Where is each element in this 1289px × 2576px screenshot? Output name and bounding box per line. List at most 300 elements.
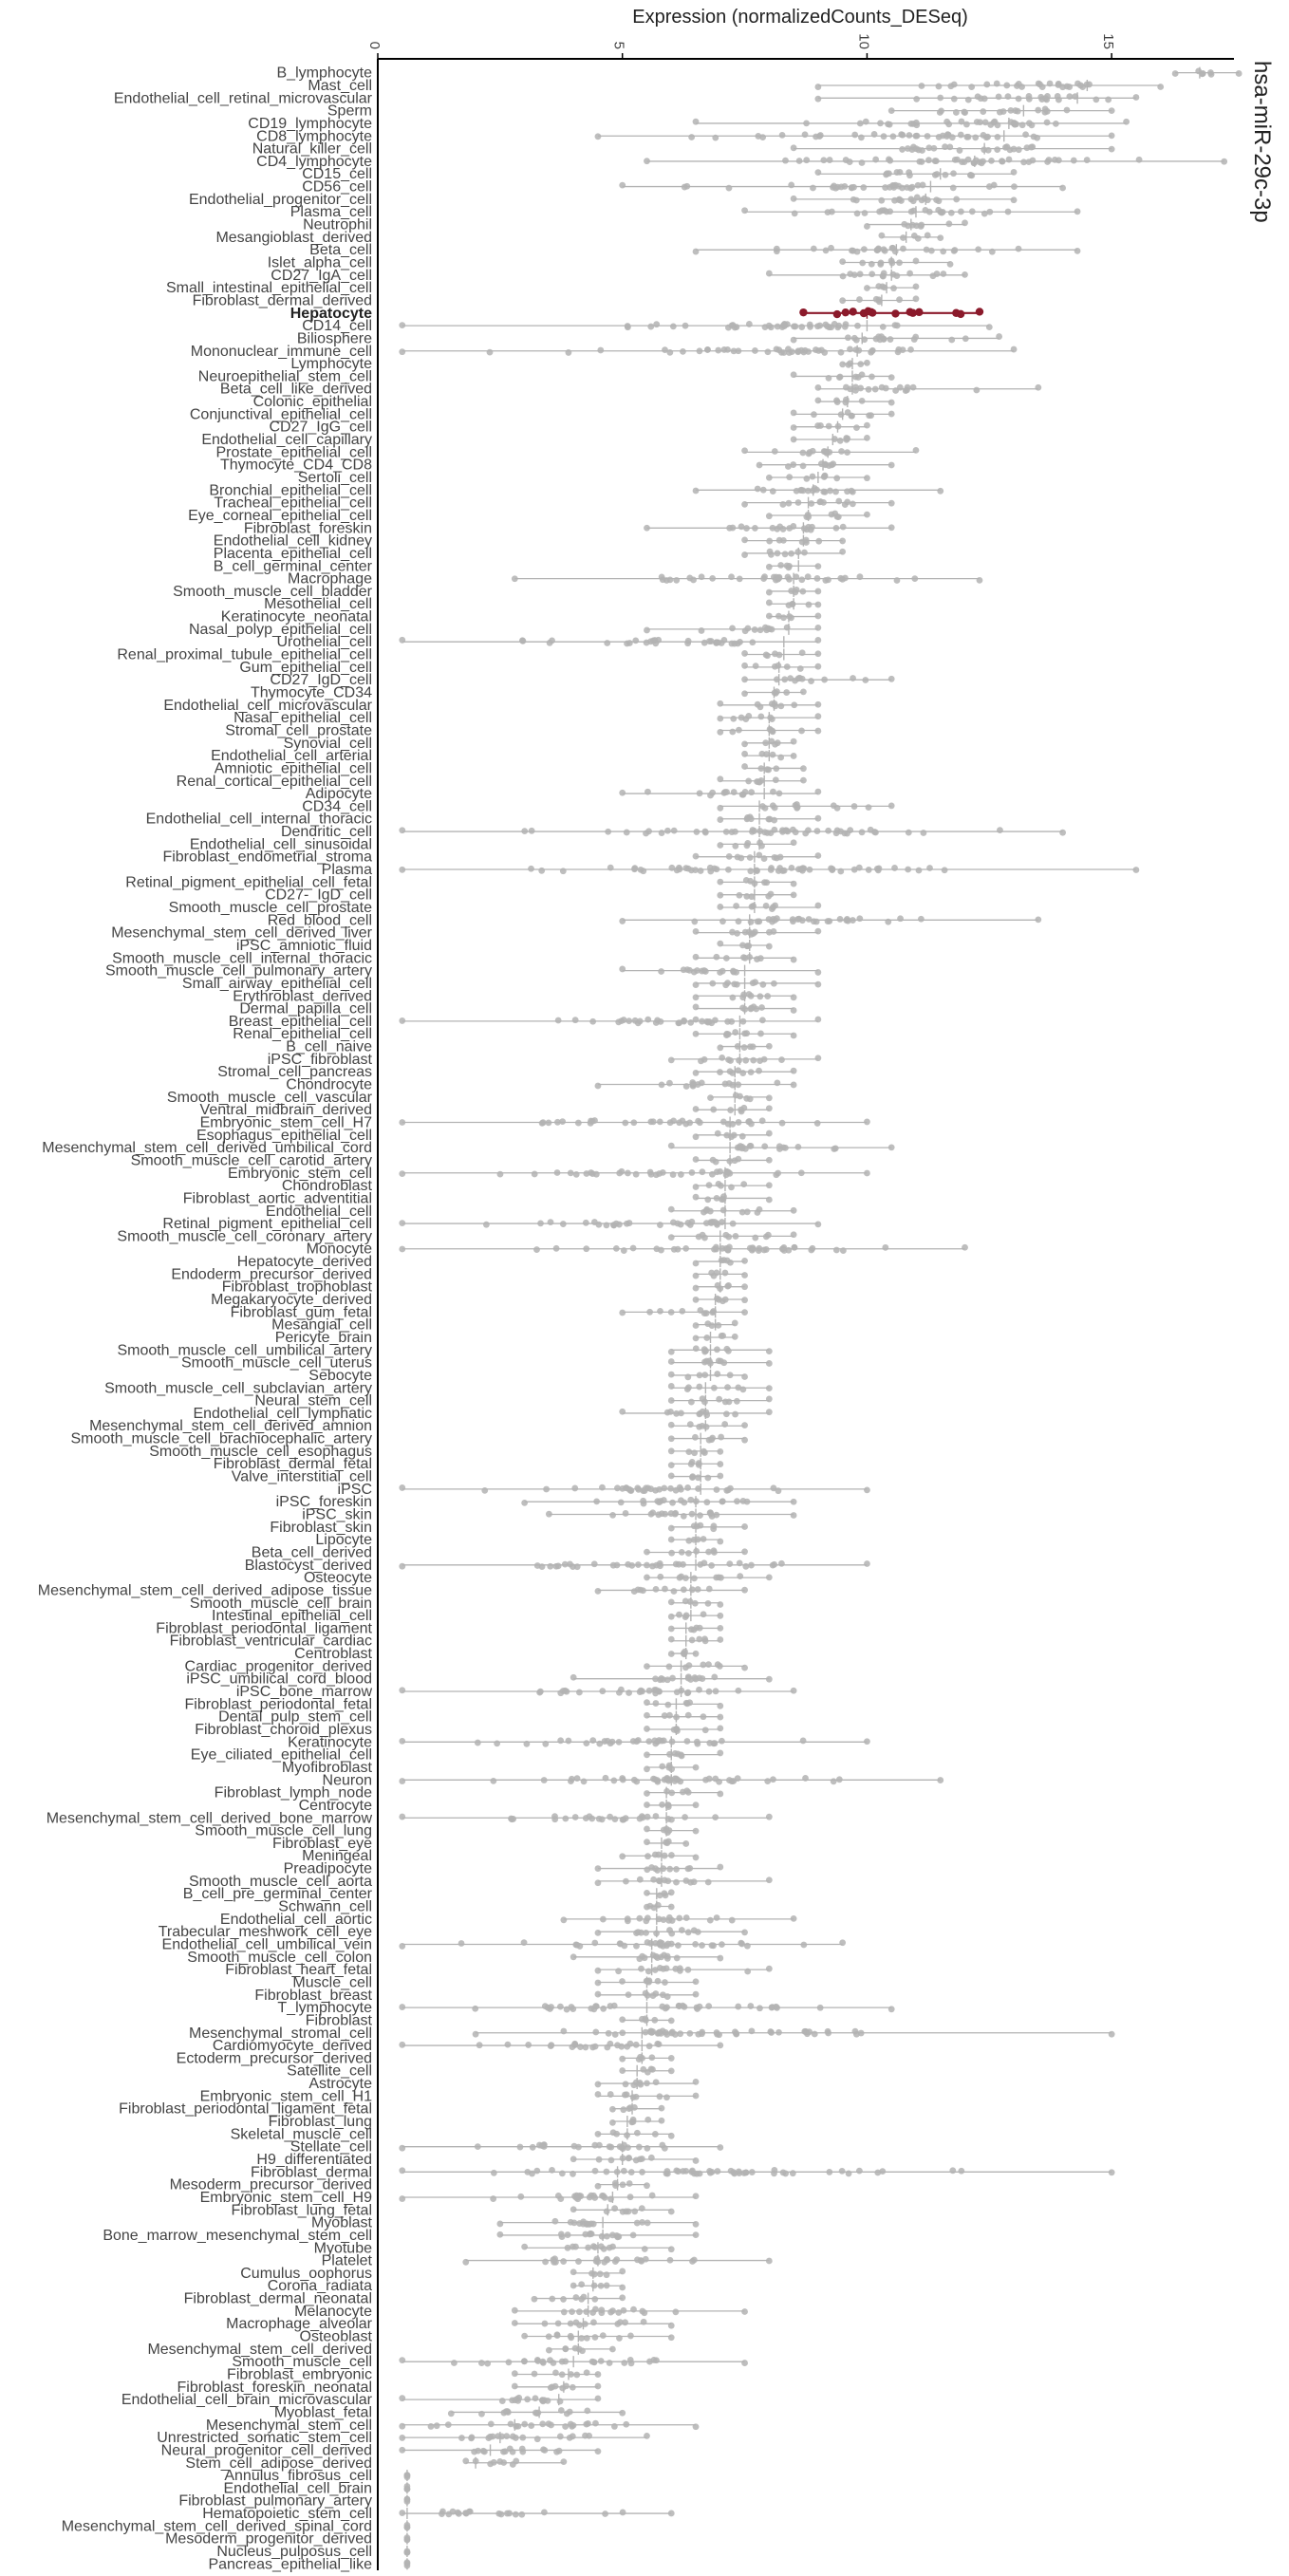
data-point xyxy=(706,1740,713,1746)
data-point xyxy=(791,1915,797,1922)
data-point xyxy=(547,640,553,646)
data-point xyxy=(706,1776,713,1783)
data-point xyxy=(897,384,904,391)
data-point xyxy=(790,2170,796,2176)
data-point xyxy=(717,1613,723,1619)
category-label: Smooth_muscle_cell_vascular xyxy=(166,1089,372,1106)
data-point xyxy=(815,347,822,354)
data-point xyxy=(786,349,793,356)
data-point xyxy=(1011,346,1018,353)
data-point xyxy=(722,1232,729,1239)
data-points xyxy=(399,67,1242,2568)
data-point xyxy=(727,1057,734,1064)
data-point xyxy=(605,829,611,835)
data-point xyxy=(616,2335,623,2342)
data-point xyxy=(568,2371,574,2378)
data-point xyxy=(399,1943,405,1950)
data-point xyxy=(725,1121,732,1128)
data-point xyxy=(528,2422,534,2429)
data-point xyxy=(766,1396,773,1403)
data-point xyxy=(767,549,774,555)
data-point xyxy=(774,248,780,254)
data-point xyxy=(697,1119,703,1126)
data-point xyxy=(737,1093,743,1100)
category-label: Stromal_cell_pancreas xyxy=(217,1064,372,1081)
data-point xyxy=(748,1143,755,1149)
data-point xyxy=(952,247,959,253)
data-point xyxy=(575,1120,582,1127)
data-point xyxy=(653,1930,660,1936)
category-label: Smooth_muscle_cell_esophagus xyxy=(149,1443,372,1460)
data-point xyxy=(833,475,840,481)
data-point xyxy=(557,2004,564,2010)
data-point xyxy=(598,2283,605,2289)
data-point xyxy=(694,1741,701,1747)
data-point xyxy=(988,158,995,164)
category-label: Muscle_cell xyxy=(292,1974,372,1991)
data-point xyxy=(546,2333,552,2340)
data-point xyxy=(936,84,943,90)
data-point xyxy=(712,135,719,141)
category-label: Mesenchymal_stem_cell_derived_adipose_tissue xyxy=(37,1582,372,1599)
data-point xyxy=(631,2208,638,2214)
data-point xyxy=(603,2169,609,2175)
data-point xyxy=(977,577,983,584)
data-point xyxy=(684,1484,691,1491)
data-point xyxy=(647,1940,654,1947)
data-point xyxy=(541,2447,548,2454)
data-point xyxy=(662,1877,668,1884)
data-point xyxy=(676,1914,682,1921)
category-label: CD27_IgA_cell xyxy=(271,267,372,284)
data-point xyxy=(907,346,914,353)
category-label: Endothelial_cell_brain xyxy=(223,2480,372,2497)
data-point xyxy=(682,1840,689,1847)
data-point xyxy=(547,2357,553,2363)
data-point xyxy=(653,321,660,327)
data-point xyxy=(693,954,700,961)
data-point xyxy=(732,829,738,835)
data-point xyxy=(1016,81,1022,87)
data-point xyxy=(576,1689,583,1696)
category-label: Smooth_muscle_cell_brachiocephalic_artery xyxy=(70,1430,372,1447)
data-point xyxy=(693,1260,700,1267)
data-point xyxy=(722,1081,729,1088)
data-point xyxy=(578,2281,585,2287)
data-point xyxy=(573,1171,580,1178)
data-point xyxy=(843,321,850,327)
data-point xyxy=(553,1245,560,1252)
data-point xyxy=(569,2308,575,2315)
data-point xyxy=(570,2433,576,2439)
category-label: Bronchial_epithelial_cell xyxy=(209,482,372,499)
data-point xyxy=(810,448,816,455)
data-point xyxy=(718,1183,724,1189)
data-point xyxy=(593,2003,600,2009)
data-point xyxy=(900,246,906,252)
data-point xyxy=(1074,248,1081,254)
data-point xyxy=(822,489,829,495)
data-point xyxy=(755,486,761,493)
data-point xyxy=(591,1940,598,1947)
data-point xyxy=(686,2030,693,2037)
data-point xyxy=(948,210,955,216)
category-label: Dendritic_cell xyxy=(280,824,372,841)
data-point xyxy=(604,2271,610,2278)
data-point xyxy=(949,134,956,140)
data-point xyxy=(668,1614,675,1620)
data-point xyxy=(591,1117,598,1124)
data-point xyxy=(626,2180,633,2187)
data-point xyxy=(766,1130,773,1137)
data-point xyxy=(766,2258,773,2265)
data-point xyxy=(948,337,955,344)
data-point xyxy=(637,2054,644,2061)
category-label: Embryonic_stem_cell xyxy=(227,1165,372,1182)
category-label: Mesenchymal_stem_cell_derived_spinal_cord xyxy=(61,2518,372,2535)
data-point xyxy=(532,2371,538,2378)
data-point xyxy=(592,2334,599,2341)
category-label: Corona_radiata xyxy=(267,2278,372,2295)
data-point xyxy=(741,1283,748,1290)
data-point xyxy=(752,626,758,633)
data-point xyxy=(648,2054,655,2061)
data-point xyxy=(532,2395,539,2401)
data-point xyxy=(869,373,875,380)
data-point xyxy=(644,2117,651,2123)
data-point xyxy=(913,283,920,289)
data-point xyxy=(814,575,821,582)
category-label: Myoblast xyxy=(310,2214,372,2231)
data-point xyxy=(817,422,824,429)
data-point xyxy=(836,374,843,381)
data-point xyxy=(599,1484,606,1491)
data-point xyxy=(842,308,850,316)
data-point xyxy=(693,981,700,988)
data-point xyxy=(668,1383,675,1390)
data-point xyxy=(491,2170,497,2176)
data-point xyxy=(857,573,864,580)
data-point xyxy=(995,134,1001,140)
data-point xyxy=(768,738,775,745)
data-point xyxy=(741,690,748,697)
data-point xyxy=(673,1714,680,1721)
data-point xyxy=(1109,132,1115,139)
data-point xyxy=(742,1563,749,1570)
data-point xyxy=(693,1335,700,1342)
data-point xyxy=(545,2398,551,2404)
data-point xyxy=(663,2168,670,2175)
data-point xyxy=(673,577,680,584)
data-point xyxy=(614,1484,621,1491)
data-point xyxy=(791,1068,797,1074)
data-point xyxy=(976,308,983,315)
data-point xyxy=(735,1081,741,1088)
data-point xyxy=(733,1233,739,1240)
data-point xyxy=(628,2169,635,2175)
data-point xyxy=(689,1511,696,1518)
data-point xyxy=(399,1484,405,1491)
data-point xyxy=(609,1739,616,1745)
data-point xyxy=(847,385,853,392)
data-point xyxy=(783,828,790,834)
data-point xyxy=(619,790,626,796)
data-point xyxy=(619,2268,626,2275)
data-point xyxy=(615,2233,622,2240)
data-point xyxy=(777,562,784,569)
data-point xyxy=(626,1017,632,1024)
data-point xyxy=(732,843,738,849)
data-point xyxy=(850,196,857,203)
data-point xyxy=(562,1561,569,1568)
data-point xyxy=(750,1057,757,1064)
data-point xyxy=(827,157,833,163)
data-point xyxy=(668,2323,675,2329)
data-point xyxy=(768,2029,775,2036)
data-point xyxy=(766,1182,773,1188)
data-point xyxy=(732,1411,738,1418)
data-point xyxy=(537,1220,544,1226)
data-point xyxy=(756,778,762,785)
data-point xyxy=(913,96,920,103)
data-point xyxy=(748,931,755,938)
category-label: Neural_stem_cell xyxy=(254,1392,372,1409)
data-point xyxy=(659,2105,665,2112)
data-point xyxy=(888,411,895,418)
data-point xyxy=(668,1435,675,1442)
data-point xyxy=(399,1017,405,1024)
data-point xyxy=(607,2003,614,2009)
data-point xyxy=(937,95,943,102)
data-point xyxy=(940,248,946,254)
data-point xyxy=(875,283,882,289)
data-point xyxy=(740,1105,747,1111)
data-point xyxy=(748,1562,755,1569)
data-point xyxy=(778,1056,785,1063)
data-point xyxy=(741,663,748,669)
data-point xyxy=(631,865,638,871)
data-point xyxy=(640,1815,646,1821)
data-point xyxy=(700,1232,706,1239)
data-point xyxy=(688,1461,695,1467)
data-point xyxy=(888,524,895,531)
data-point xyxy=(462,2259,469,2266)
category-label: Smooth_muscle_cell_bladder xyxy=(173,583,372,600)
data-point xyxy=(593,1171,600,1178)
data-point xyxy=(657,1892,663,1898)
data-point xyxy=(791,437,797,443)
data-point xyxy=(736,1119,742,1126)
data-point xyxy=(839,2168,846,2175)
data-point xyxy=(814,815,821,822)
data-point xyxy=(619,2067,626,2074)
data-point xyxy=(774,855,780,862)
category-label: Endothelial_cell_aortic xyxy=(219,1911,372,1928)
data-point xyxy=(512,2397,518,2403)
data-point xyxy=(806,916,813,923)
data-point xyxy=(906,271,913,277)
data-point xyxy=(641,1501,647,1507)
category-label: Conjunctival_epithelial_cell xyxy=(189,406,372,423)
data-point xyxy=(739,1070,746,1076)
data-point xyxy=(575,2144,582,2151)
data-point xyxy=(646,2043,653,2049)
data-point xyxy=(726,853,733,860)
data-point xyxy=(887,208,893,215)
data-point xyxy=(624,2132,630,2138)
data-point xyxy=(547,1563,553,1570)
data-point xyxy=(630,2306,637,2313)
category-label: CD27_IgD_cell xyxy=(270,672,372,689)
data-point xyxy=(771,928,777,935)
data-point xyxy=(578,2296,585,2303)
data-point xyxy=(843,435,850,441)
category-label: Sertoli_cell xyxy=(297,470,372,487)
data-point xyxy=(786,576,793,583)
data-point xyxy=(653,1700,660,1707)
data-point xyxy=(693,2157,700,2164)
data-point xyxy=(404,2496,411,2503)
data-point xyxy=(609,2231,616,2238)
data-point xyxy=(697,1512,703,1519)
data-point xyxy=(600,2006,607,2012)
data-point xyxy=(746,954,753,961)
data-point xyxy=(896,259,903,266)
data-point xyxy=(404,2548,411,2555)
data-point xyxy=(864,422,870,429)
category-label: Endothelial_cell_umbilical_vein xyxy=(161,1936,372,1953)
data-point xyxy=(668,1852,675,1858)
data-point xyxy=(601,2259,607,2266)
data-point xyxy=(562,2345,569,2352)
data-point xyxy=(950,170,957,177)
category-label: Mesangial_cell xyxy=(271,1316,372,1334)
data-point xyxy=(723,1487,730,1494)
data-point xyxy=(648,2155,655,2161)
data-point xyxy=(856,915,863,922)
data-point xyxy=(810,474,816,480)
data-point xyxy=(517,2193,524,2200)
data-point xyxy=(623,2081,629,2087)
data-point xyxy=(823,247,830,253)
data-point xyxy=(717,1864,723,1871)
data-point xyxy=(595,1879,602,1886)
category-label: Smooth_muscle_cell_colon xyxy=(187,1949,372,1966)
data-point xyxy=(717,1448,723,1455)
data-point xyxy=(675,1942,682,1949)
data-point xyxy=(997,109,1003,116)
category-label: Erythroblast_derived xyxy=(233,988,372,1005)
data-point xyxy=(1044,93,1051,100)
category-label: Nasal_polyp_epithelial_cell xyxy=(188,621,372,638)
data-point xyxy=(595,1991,602,1998)
data-point xyxy=(610,1562,617,1569)
category-label: Endothelial_cell_lymphatic xyxy=(193,1405,372,1422)
data-point xyxy=(752,979,758,985)
data-point xyxy=(697,1625,703,1632)
data-point xyxy=(784,563,791,569)
data-point xyxy=(741,207,748,214)
data-point xyxy=(741,1929,748,1935)
data-point xyxy=(670,323,677,329)
data-point xyxy=(811,246,817,252)
data-point xyxy=(686,967,693,974)
category-label: Blastocyst_derived xyxy=(244,1557,372,1574)
data-point xyxy=(888,257,895,264)
data-point xyxy=(562,1688,569,1694)
data-point xyxy=(513,2435,519,2441)
data-point xyxy=(910,384,917,391)
data-point xyxy=(915,308,923,316)
data-point xyxy=(715,1130,721,1137)
data-point xyxy=(634,2256,641,2263)
data-point xyxy=(906,308,913,315)
data-point xyxy=(741,501,748,508)
data-point xyxy=(618,2044,625,2050)
data-point xyxy=(794,805,800,812)
data-point xyxy=(604,2044,610,2051)
data-point xyxy=(840,1247,847,1254)
data-point xyxy=(610,1778,617,1784)
data-point xyxy=(837,438,844,444)
data-point xyxy=(763,903,770,909)
data-point xyxy=(800,450,807,457)
data-point xyxy=(680,2003,686,2009)
data-point xyxy=(826,375,832,382)
data-point xyxy=(765,816,772,823)
data-point xyxy=(1208,71,1215,78)
data-point xyxy=(858,134,865,140)
data-point xyxy=(748,919,755,925)
data-point xyxy=(691,1575,698,1581)
category-label: Mesenchymal_stem_cell_derived_amnion xyxy=(89,1418,372,1435)
data-point xyxy=(701,1713,707,1720)
data-point xyxy=(706,1358,713,1365)
data-point xyxy=(756,1068,762,1074)
data-point xyxy=(584,2369,590,2376)
data-point xyxy=(679,1308,685,1315)
data-point xyxy=(399,2395,405,2401)
data-point xyxy=(399,2510,405,2516)
data-point xyxy=(639,1689,645,1695)
data-point xyxy=(565,2231,571,2238)
data-point xyxy=(668,1234,675,1241)
data-point xyxy=(626,1991,632,1998)
data-point xyxy=(906,169,912,176)
category-label: Unrestricted_somatic_stem_cell xyxy=(157,2430,372,2447)
data-point xyxy=(740,954,747,961)
category-label: Cardiac_progenitor_derived xyxy=(184,1658,372,1675)
data-point xyxy=(786,602,793,608)
data-point xyxy=(404,2473,411,2479)
category-label: Fibroblast_foreskin_neonatal xyxy=(177,2379,372,2396)
data-point xyxy=(657,1222,663,1228)
data-point xyxy=(496,2231,503,2238)
data-point xyxy=(619,2410,626,2417)
data-point xyxy=(640,1587,646,1594)
data-point xyxy=(711,1674,718,1681)
data-point xyxy=(777,702,784,709)
data-point xyxy=(814,1055,821,1061)
data-point xyxy=(555,2320,562,2326)
data-point xyxy=(963,121,970,128)
data-point xyxy=(609,2346,616,2353)
data-point xyxy=(888,462,895,469)
data-point xyxy=(949,2167,956,2174)
data-point xyxy=(637,2156,644,2162)
data-point xyxy=(864,435,870,441)
data-point xyxy=(872,157,879,163)
